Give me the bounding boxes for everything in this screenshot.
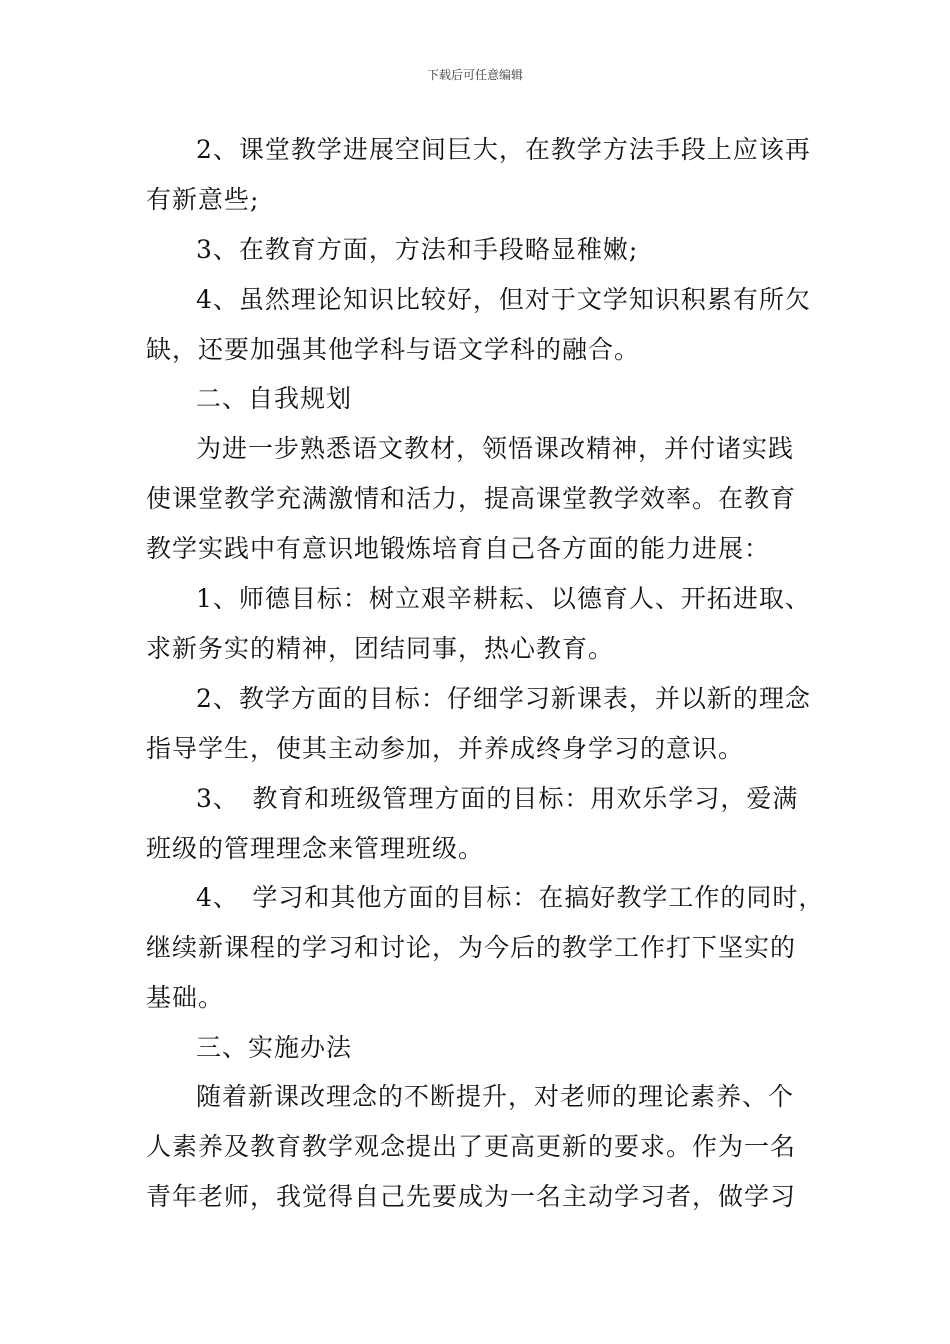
text-line: 教学实践中有意识地锻炼培育自己各方面的能力进展： [146,534,771,563]
text-line: 为进一步熟悉语文教材，领悟课改精神，并付诸实践 [196,434,795,463]
text-line: 使课堂教学充满激情和活力，提高课堂教学效率。在教育 [146,484,797,513]
text-line: 3、在教育方面，方法和手段略显稚嫩; [196,235,639,264]
text-line: 青年老师，我觉得自己先要成为一名主动学习者，做学习 [146,1182,797,1211]
text-line: 班级的管理理念来管理班级。 [146,834,485,863]
text-line: 基础。 [146,983,225,1012]
text-line: 4、 学习和其他方面的目标：在搞好教学工作的同时， [196,883,825,912]
page-header: 下载后可任意编辑 [426,68,523,82]
section-heading: 二、自我规划 [196,384,353,413]
text-line: 求新务实的精神，团结同事，热心教育。 [146,634,615,663]
text-line: 继续新课程的学习和讨论，为今后的教学工作打下坚实的 [146,933,797,962]
text-line: 4、虽然理论知识比较好，但对于文学知识积累有所欠 [196,285,811,314]
text-line: 2、教学方面的目标：仔细学习新课表，并以新的理念 [196,684,811,713]
text-line: 有新意些; [146,185,260,214]
text-line: 1、师德目标：树立艰辛耕耘、以德育人、开拓进取、 [196,584,811,613]
text-line: 3、 教育和班级管理方面的目标：用欢乐学习，爱满 [196,784,799,813]
text-line: 缺，还要加强其他学科与语文学科的融合。 [146,335,641,364]
section-heading: 三、实施办法 [196,1033,353,1062]
text-line: 人素养及教育教学观念提出了更高更新的要求。作为一名 [146,1132,797,1161]
text-line: 随着新课改理念的不断提升，对老师的理论素养、个 [196,1082,795,1111]
text-line: 指导学生，使其主动参加，并养成终身学习的意识。 [146,734,745,763]
text-line: 2、课堂教学进展空间巨大，在教学方法手段上应该再 [196,135,811,164]
